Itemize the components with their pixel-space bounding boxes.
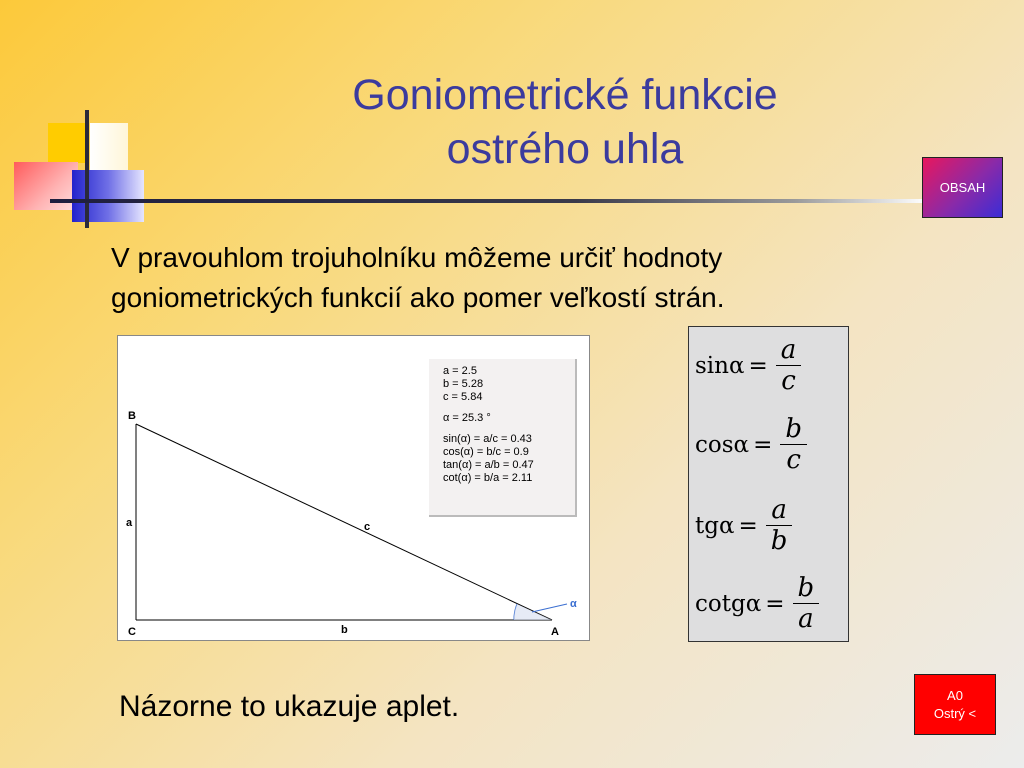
formula-cotg-fraction xyxy=(793,573,820,634)
value-sin: sin(α) = a/c = 0.43 xyxy=(443,433,532,445)
value-alpha: α = 25.3 ° xyxy=(443,412,491,424)
formula-cotg-den: a xyxy=(798,604,814,634)
formula-tg-den: b xyxy=(770,526,788,556)
intro-text xyxy=(111,238,901,318)
triangle-applet[interactable] xyxy=(117,335,590,641)
decor-vertical-line xyxy=(85,110,89,228)
intro-line-2: goniometrických funkcií ako pomer veľkostí strán. xyxy=(111,282,725,313)
title-line-2: ostrého uhla xyxy=(446,125,684,173)
formula-sin-num: a xyxy=(780,335,797,365)
outro-text: Názorne to ukazuje aplet. xyxy=(119,690,460,723)
formula-tg-name: tgα xyxy=(695,512,735,539)
formula-tg xyxy=(695,495,792,556)
formula-sin-name: sinα xyxy=(695,352,745,379)
formula-cos xyxy=(695,414,807,475)
formula-cotg-eq: = xyxy=(765,590,785,617)
formula-cotg-name: cotgα xyxy=(695,590,762,617)
decor-blue-square xyxy=(72,170,144,222)
nav-back-button[interactable] xyxy=(914,674,996,735)
formula-sin-den: c xyxy=(781,366,796,396)
value-a: a = 2.5 xyxy=(443,365,477,377)
title-line-1: Goniometrické funkcie xyxy=(352,71,778,119)
formula-tg-fraction xyxy=(766,495,793,556)
alpha-label: α xyxy=(570,598,577,610)
vertex-c-label: C xyxy=(128,626,136,638)
formula-tg-eq: = xyxy=(738,512,758,539)
formulas-box xyxy=(688,326,849,642)
values-panel xyxy=(429,359,577,517)
formula-tg-num: a xyxy=(771,495,787,525)
value-cos: cos(α) = b/c = 0.9 xyxy=(443,446,529,458)
value-b: b = 5.28 xyxy=(443,378,484,390)
angle-pointer xyxy=(532,604,567,612)
value-cot: cot(α) = b/a = 2.11 xyxy=(443,472,533,484)
formula-cotg-num: b xyxy=(797,573,815,603)
formula-sin-fraction xyxy=(776,335,802,396)
formula-cotg xyxy=(695,573,819,634)
side-a-label: a xyxy=(126,517,133,529)
nav-button-line-1: A0 xyxy=(947,687,963,703)
formula-cos-fraction xyxy=(780,414,807,475)
formula-cos-name: cosα xyxy=(695,431,750,458)
obsah-button[interactable] xyxy=(922,157,1003,218)
decor-white-square xyxy=(90,123,128,175)
vertex-a-label: A xyxy=(551,626,559,638)
title-divider xyxy=(50,199,926,203)
side-b-label: b xyxy=(341,624,348,636)
value-tan: tan(α) = a/b = 0.47 xyxy=(443,459,534,471)
obsah-button-label: OBSAH xyxy=(939,180,986,195)
formula-cos-den: c xyxy=(786,445,801,475)
decor-squares xyxy=(10,110,150,230)
formula-sin xyxy=(695,335,801,396)
formula-cos-num: b xyxy=(785,414,803,444)
decor-yellow-square xyxy=(48,123,86,163)
vertex-b-label: B xyxy=(128,410,136,422)
value-c: c = 5.84 xyxy=(443,391,483,403)
formula-sin-eq: = xyxy=(748,352,768,379)
intro-line-1: V pravouhlom trojuholníku môžeme určiť hodnoty xyxy=(111,242,723,273)
nav-button-line-2: Ostrý < xyxy=(933,705,977,721)
page-title xyxy=(230,68,900,176)
formula-cos-eq: = xyxy=(753,431,773,458)
side-c-label: c xyxy=(364,521,371,533)
